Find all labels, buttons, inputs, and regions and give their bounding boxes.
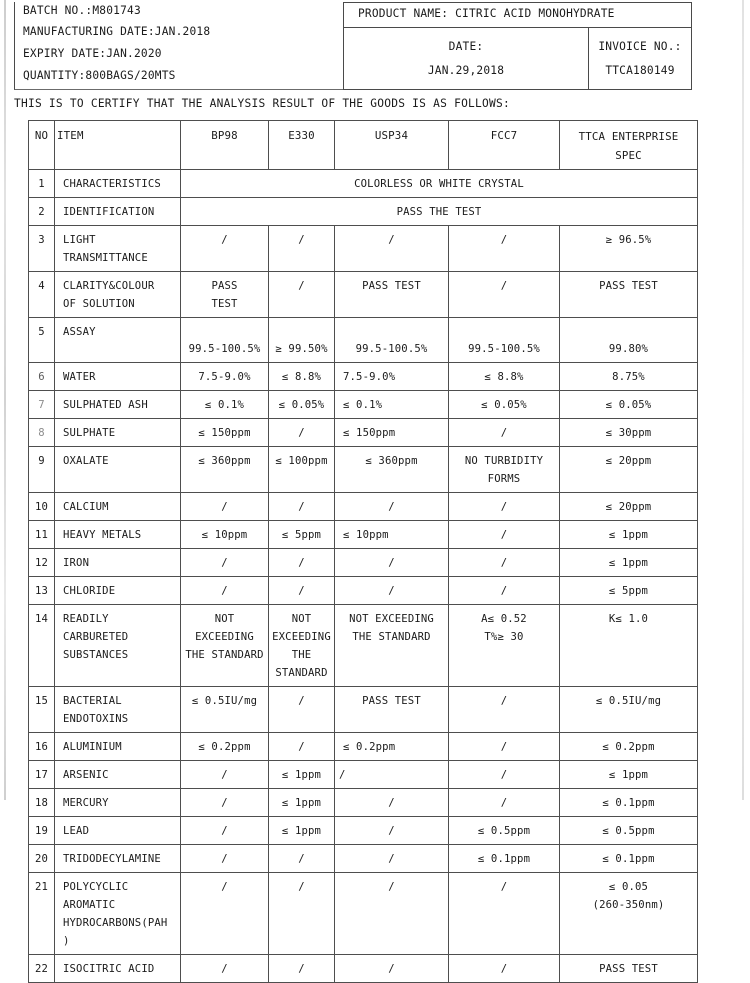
cell-usp34: /	[388, 234, 395, 246]
cell-bp98: ≤ 0.5IU/mg	[191, 695, 258, 707]
col-header-ttca-line1: TTCA ENTERPRISE	[578, 130, 679, 143]
cell-usp34: /	[388, 557, 395, 569]
row-item: OXALATE	[63, 455, 109, 467]
cell-fcc7: /	[500, 769, 508, 781]
row-no: 13	[34, 585, 49, 597]
row-item-line1: POLYCYCLIC	[63, 881, 129, 893]
cell-e330: ≤ 100ppm	[275, 455, 328, 467]
cell-usp34: /	[388, 585, 395, 597]
cell-fcc7: ≤ 0.1ppm	[477, 853, 531, 865]
row-item: LEAD	[63, 825, 90, 837]
cell-usp34: /	[388, 853, 395, 865]
cell-bp98-line1: NOT	[214, 613, 235, 625]
cell-bp98: /	[221, 825, 228, 837]
cell-bp98-line2: TEST	[211, 298, 238, 310]
cell-fcc7	[449, 605, 559, 650]
row-item-line1: CLARITY&COLOUR	[63, 280, 155, 292]
col-header-ttca-line2: SPEC	[615, 149, 642, 162]
invoice-label: INVOICE NO.:	[598, 40, 682, 53]
cell-usp34: /	[388, 881, 395, 893]
cell-usp34: 7.5-9.0%	[343, 371, 396, 383]
cell-ttca: ≤ 1ppm	[608, 769, 649, 781]
row-no: 10	[34, 501, 49, 513]
row-item: HEAVY METALS	[63, 529, 142, 541]
row-no: 1	[38, 178, 45, 190]
row-no: 21	[34, 881, 49, 893]
row-no: 12	[34, 557, 49, 569]
cell-bp98	[181, 272, 268, 317]
cell-ttca: ≤ 0.1ppm	[602, 853, 655, 865]
col-header-usp34: USP34	[374, 129, 409, 142]
cell-ttca: ≤ 20ppm	[605, 455, 652, 467]
row-no: 3	[38, 234, 45, 246]
row-item-line2: AROMATIC	[63, 899, 116, 911]
cell-fcc7-line1: NO TURBIDITY	[464, 455, 544, 467]
cell-usp34: /	[339, 769, 346, 781]
row-item: CALCIUM	[63, 501, 109, 513]
row-no: 22	[34, 963, 49, 975]
row-no: 8	[38, 427, 45, 439]
cell-fcc7: /	[500, 234, 508, 246]
table-row	[29, 170, 698, 198]
cell-usp34: ≤ 360ppm	[365, 455, 418, 467]
cell-fcc7: /	[500, 797, 508, 809]
cell-fcc7: /	[500, 881, 508, 893]
cell-ttca: 99.80%	[608, 343, 649, 355]
col-header-no: NO	[34, 129, 49, 142]
analysis-table	[28, 120, 698, 983]
row-no: 17	[34, 769, 49, 781]
cell-ttca: ≤ 0.5IU/mg	[595, 695, 662, 707]
row-item: SULPHATE	[63, 427, 116, 439]
cell-usp34: /	[388, 797, 395, 809]
cell-bp98: ≤ 0.1%	[204, 399, 245, 411]
row-item	[55, 226, 180, 271]
row-no: 15	[34, 695, 49, 707]
table-row	[29, 549, 698, 577]
row-item: ASSAY	[63, 326, 96, 338]
cell-fcc7: /	[500, 741, 508, 753]
cell-usp34: PASS TEST	[362, 280, 421, 292]
cell-ttca: 8.75%	[612, 371, 645, 383]
row-item-line3: HYDROCARBONS(PAH	[63, 917, 168, 929]
col-header-bp98: BP98	[211, 129, 238, 142]
row-merged-value: COLORLESS OR WHITE CRYSTAL	[354, 178, 524, 190]
table-row	[29, 873, 698, 955]
table-header-row	[29, 121, 698, 170]
row-no: 18	[34, 797, 49, 809]
cell-bp98: /	[221, 769, 228, 781]
cell-fcc7: 99.5-100.5%	[468, 343, 540, 355]
row-no: 2	[38, 206, 45, 218]
header-right-block	[343, 2, 692, 90]
cell-e330: /	[298, 963, 305, 975]
cell-ttca: ≤ 0.1ppm	[602, 797, 655, 809]
row-no: 5	[38, 326, 45, 338]
table-row	[29, 391, 698, 419]
row-no: 14	[34, 613, 49, 625]
cell-e330: ≥ 99.50%	[275, 343, 328, 355]
table-row	[29, 733, 698, 761]
row-item: CHLORIDE	[63, 585, 116, 597]
cell-ttca-line2: (260-350nm)	[592, 899, 665, 911]
row-item: CHARACTERISTICS	[63, 178, 161, 190]
cell-e330: /	[298, 741, 305, 753]
cell-usp34-line2: THE STANDARD	[352, 631, 431, 643]
cell-bp98-line1: PASS	[211, 280, 238, 292]
cell-bp98: /	[221, 797, 228, 809]
cell-bp98-line3: THE STANDARD	[185, 649, 264, 661]
table-row	[29, 419, 698, 447]
cell-fcc7: /	[500, 529, 508, 541]
invoice-cell	[589, 28, 691, 89]
cell-e330: /	[298, 881, 305, 893]
table-row	[29, 272, 698, 318]
row-item: IDENTIFICATION	[63, 206, 155, 218]
cell-bp98: ≤ 150ppm	[198, 427, 251, 439]
col-header-ttca-spec	[560, 121, 697, 169]
cell-e330: ≤ 1ppm	[281, 769, 322, 781]
scan-edge-right	[742, 0, 744, 800]
cell-fcc7: /	[500, 963, 508, 975]
cell-fcc7: /	[500, 695, 508, 707]
product-name-cell: PRODUCT NAME: CITRIC ACID MONOHYDRATE	[344, 3, 691, 28]
date-cell	[344, 28, 589, 89]
row-item: ISOCITRIC ACID	[63, 963, 155, 975]
cell-ttca	[560, 873, 697, 918]
row-no: 16	[34, 741, 49, 753]
table-row	[29, 687, 698, 733]
row-no: 20	[34, 853, 49, 865]
table-row	[29, 226, 698, 272]
row-item: WATER	[63, 371, 96, 383]
cell-bp98: /	[221, 234, 228, 246]
row-item-line3: SUBSTANCES	[63, 649, 129, 661]
cell-usp34: ≤ 150ppm	[343, 427, 396, 439]
cell-e330: ≤ 5ppm	[281, 529, 322, 541]
cell-bp98: ≤ 0.2ppm	[198, 741, 251, 753]
cell-e330: /	[298, 853, 305, 865]
cell-fcc7: ≤ 0.5ppm	[477, 825, 531, 837]
cell-fcc7: /	[500, 585, 508, 597]
cell-bp98: /	[221, 881, 228, 893]
col-header-e330: E330	[288, 129, 315, 142]
row-item-line2: CARBURETED	[63, 631, 129, 643]
row-no: 7	[38, 399, 45, 411]
cell-usp34: PASS TEST	[362, 695, 421, 707]
row-item: ALUMINIUM	[63, 741, 122, 753]
row-no: 4	[38, 280, 45, 292]
date-label: DATE:	[448, 40, 484, 53]
row-item: MERCURY	[63, 797, 109, 809]
cell-bp98: 7.5-9.0%	[198, 371, 251, 383]
cell-e330: /	[298, 557, 305, 569]
row-item	[55, 873, 180, 954]
row-item	[55, 687, 180, 732]
row-no: 9	[38, 455, 45, 467]
table-row	[29, 198, 698, 226]
quantity-line: QUANTITY:800BAGS/20MTS	[23, 69, 176, 82]
invoice-value: TTCA180149	[605, 64, 675, 77]
cell-e330: /	[298, 501, 305, 513]
cell-bp98: /	[221, 557, 228, 569]
row-item	[55, 272, 180, 317]
cell-bp98	[181, 605, 268, 668]
cell-e330: /	[298, 234, 305, 246]
cell-usp34: /	[388, 501, 395, 513]
cell-fcc7: /	[500, 557, 508, 569]
row-merged-value: PASS THE TEST	[396, 206, 482, 218]
cell-fcc7	[449, 447, 559, 492]
table-row	[29, 605, 698, 687]
row-item	[55, 605, 180, 668]
cell-e330: /	[298, 427, 305, 439]
cell-e330: /	[298, 695, 305, 707]
cell-ttca: K≤ 1.0	[608, 613, 649, 625]
col-header-item: ITEM	[57, 129, 84, 142]
row-item-line2: ENDOTOXINS	[63, 713, 129, 725]
cell-usp34	[335, 605, 448, 650]
row-item-line1: READILY	[63, 613, 109, 625]
cell-fcc7: /	[500, 501, 508, 513]
cell-fcc7-line2: T%≥ 30	[484, 631, 524, 643]
certify-statement: THIS IS TO CERTIFY THAT THE ANALYSIS RESULT OF THE GOODS IS AS FOLLOWS:	[14, 97, 510, 110]
table-row	[29, 845, 698, 873]
cell-e330	[269, 605, 334, 686]
row-no: 19	[34, 825, 49, 837]
row-item-line2: TRANSMITTANCE	[63, 252, 148, 264]
cell-usp34: /	[388, 963, 395, 975]
table-row	[29, 363, 698, 391]
cell-ttca: ≤ 0.5ppm	[602, 825, 655, 837]
date-value: JAN.29,2018	[427, 64, 505, 77]
row-item-line2: OF SOLUTION	[63, 298, 135, 310]
table-row	[29, 789, 698, 817]
document-header	[14, 2, 692, 90]
table-row	[29, 521, 698, 549]
cell-usp34: 99.5-100.5%	[355, 343, 428, 355]
cell-usp34: ≤ 10ppm	[343, 529, 389, 541]
row-item: ARSENIC	[63, 769, 109, 781]
analysis-table-wrapper	[28, 120, 690, 983]
cell-ttca-line1: ≤ 0.05	[608, 881, 649, 893]
row-item: IRON	[63, 557, 90, 569]
cell-bp98: /	[221, 501, 228, 513]
row-no: 11	[34, 529, 49, 541]
header-left-block	[14, 2, 343, 90]
cell-ttca: PASS TEST	[599, 280, 658, 292]
cell-e330: ≤ 1ppm	[281, 797, 322, 809]
cell-ttca: PASS TEST	[599, 963, 658, 975]
row-item: TRIDODECYLAMINE	[63, 853, 161, 865]
cell-bp98: 99.5-100.5%	[188, 343, 261, 355]
row-item: SULPHATED ASH	[63, 399, 148, 411]
cell-ttca: ≥ 96.5%	[605, 234, 652, 246]
table-row	[29, 493, 698, 521]
row-item-line4: )	[63, 935, 70, 947]
cell-ttca: ≤ 20ppm	[605, 501, 652, 513]
col-header-fcc7: FCC7	[490, 129, 518, 142]
cell-e330-line2: EXCEEDING	[272, 631, 331, 643]
cell-fcc7: /	[500, 427, 508, 439]
cell-usp34: ≤ 0.2ppm	[343, 741, 396, 753]
cell-bp98: /	[221, 853, 228, 865]
cell-bp98: /	[221, 585, 228, 597]
cell-ttca: ≤ 0.2ppm	[602, 741, 655, 753]
cell-fcc7-line2: FORMS	[487, 473, 521, 485]
table-row	[29, 955, 698, 983]
cell-e330: ≤ 8.8%	[281, 371, 322, 383]
table-row	[29, 318, 698, 363]
cell-usp34-line1: NOT EXCEEDING	[349, 613, 434, 625]
scan-edge-left	[4, 0, 6, 800]
cell-e330-line1: NOT	[291, 613, 312, 625]
cell-ttca: ≤ 5ppm	[608, 585, 649, 597]
cell-bp98: /	[221, 963, 228, 975]
row-item-line1: BACTERIAL	[63, 695, 122, 707]
cell-ttca: ≤ 30ppm	[605, 427, 652, 439]
manufacturing-date-line: MANUFACTURING DATE:JAN.2018	[23, 25, 211, 38]
cell-bp98-line2: EXCEEDING	[195, 631, 254, 643]
table-row	[29, 447, 698, 493]
cell-e330-line3: THE	[291, 649, 312, 661]
cell-ttca: ≤ 1ppm	[608, 529, 649, 541]
cell-ttca: ≤ 1ppm	[608, 557, 649, 569]
cell-e330: /	[298, 585, 305, 597]
cell-e330: ≤ 1ppm	[281, 825, 322, 837]
batch-no-line: BATCH NO.:M801743	[23, 4, 141, 17]
cell-bp98: ≤ 360ppm	[198, 455, 251, 467]
cell-fcc7: /	[500, 280, 508, 292]
cell-usp34: /	[388, 825, 395, 837]
table-row	[29, 817, 698, 845]
cell-e330: ≤ 0.05%	[278, 399, 325, 411]
cell-fcc7-line1: A≤ 0.52	[481, 613, 527, 625]
cell-bp98: ≤ 10ppm	[201, 529, 248, 541]
expiry-date-line: EXPIRY DATE:JAN.2020	[23, 47, 162, 60]
cell-e330-line4: STANDARD	[275, 667, 328, 679]
row-item-line1: LIGHT	[63, 234, 96, 246]
table-row	[29, 577, 698, 605]
cell-fcc7: ≤ 8.8%	[484, 371, 524, 383]
cell-e330: /	[298, 280, 305, 292]
cell-fcc7: ≤ 0.05%	[481, 399, 527, 411]
row-no: 6	[38, 371, 45, 383]
table-row	[29, 761, 698, 789]
cell-usp34: ≤ 0.1%	[343, 399, 383, 411]
cell-ttca: ≤ 0.05%	[605, 399, 652, 411]
